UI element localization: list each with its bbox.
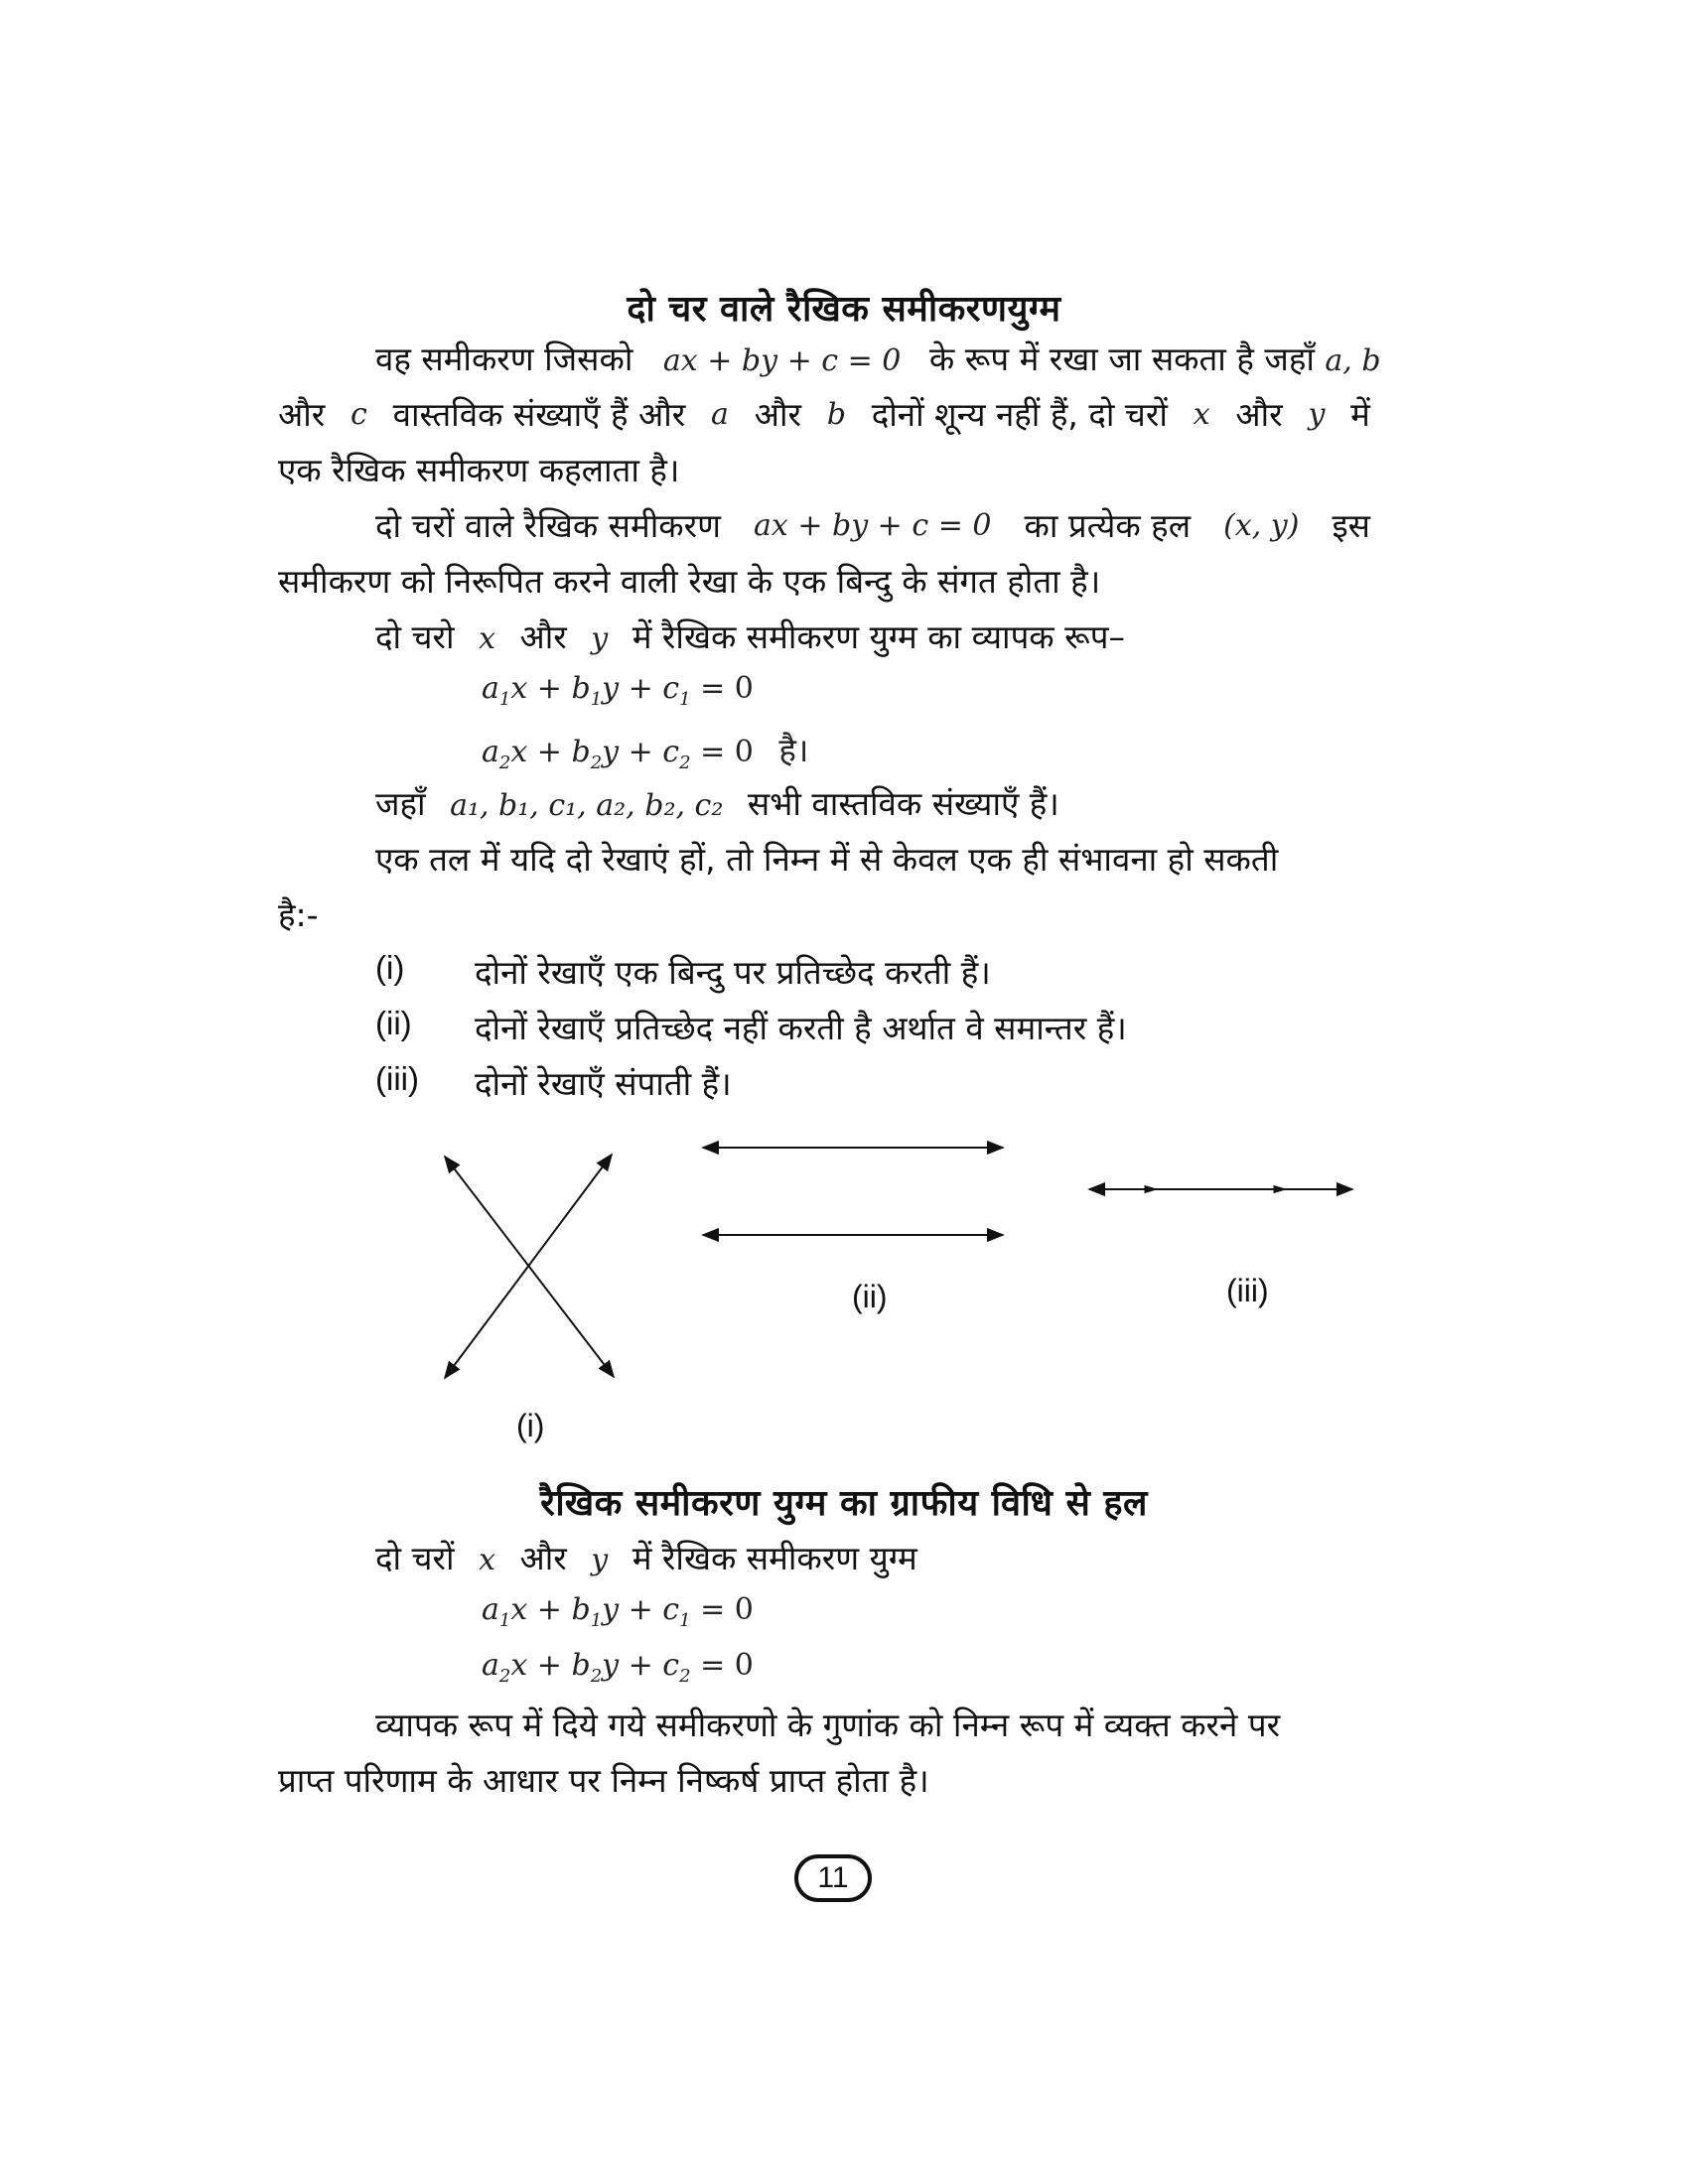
eq-subscript: 2 — [498, 1666, 511, 1687]
eq-term: y + c — [602, 671, 680, 706]
eq-subscript: 1 — [498, 689, 511, 710]
text: वास्तविक संख्याएँ हैं और — [392, 395, 686, 434]
eq-subscript: 1 — [590, 689, 603, 710]
eq-term: = 0 — [690, 671, 754, 706]
math-ab: a, b — [1325, 343, 1381, 378]
eq-term: = 0 — [690, 1648, 754, 1683]
text: दो चरों वाले रैखिक समीकरण — [375, 506, 721, 545]
list-text: दोनों रेखाएँ संपाती हैं। — [475, 1064, 732, 1103]
para1-line3: एक रैखिक समीकरण कहलाता है। — [278, 451, 680, 489]
text: में रैखिक समीकरण युग्म — [632, 1539, 917, 1577]
math-y: y — [1308, 397, 1326, 432]
text: का प्रत्येक हल — [1024, 506, 1192, 545]
eq-subscript: 1 — [679, 1610, 691, 1631]
text: वह समीकरण जिसको — [375, 340, 633, 378]
eq-term: y + c — [602, 1648, 680, 1683]
math-coefficients: a₁, b₁, c₁, a₂, b₂, c₂ — [450, 788, 724, 823]
text: सभी वास्तविक संख्याएँ हैं। — [747, 784, 1059, 823]
page-number: 11 — [794, 1854, 872, 1902]
math-a: a — [711, 397, 729, 432]
list-text: दोनों रेखाएँ एक बिन्दु पर प्रतिच्छेद करती हैं। — [475, 953, 991, 992]
section2-para1-line1 — [375, 1537, 917, 1582]
eq-term: a — [482, 671, 499, 706]
eq-term: = 0 — [690, 735, 754, 769]
eq-term: y + c — [602, 735, 680, 769]
text: और — [519, 617, 567, 656]
list-text: दोनों रेखाएँ प्रतिच्छेद नहीं करती है अर्थात वे समान्तर हैं। — [475, 1009, 1127, 1047]
eq-term: x + b — [510, 671, 591, 706]
math-y: y — [591, 621, 609, 656]
para5-line1: एक तल में यदि दो रेखाएं हों, तो निम्न में से केवल एक ही संभावना हो सकती — [375, 840, 1279, 879]
eq-term: x + b — [510, 1648, 591, 1683]
eq-subscript: 2 — [679, 752, 691, 773]
math-x: x — [1193, 397, 1210, 432]
eq-term: = 0 — [690, 1592, 754, 1627]
text: और — [519, 1539, 567, 1577]
math-y: y — [591, 1543, 609, 1577]
eq-term: x + b — [510, 735, 591, 769]
math-xy-pair: (x, y) — [1223, 508, 1300, 543]
text: इस — [1332, 506, 1370, 545]
text: और — [278, 395, 326, 434]
para5-line2: है:- — [278, 895, 319, 934]
text: में रैखिक समीकरण युग्म का व्यापक रूप– — [632, 617, 1126, 656]
equation-3 — [482, 1592, 754, 1631]
text: दो चरो — [375, 617, 455, 656]
eq-term: a — [482, 735, 499, 769]
math-x: x — [479, 1543, 495, 1577]
math-c: c — [351, 397, 367, 432]
eq-subscript: 2 — [590, 1666, 603, 1687]
eq-subscript: 1 — [679, 689, 691, 710]
eq-term: x + b — [510, 1592, 591, 1627]
figure-label-i: (i) — [516, 1408, 545, 1443]
text: और — [1235, 395, 1283, 434]
eq-suffix: है। — [778, 731, 809, 769]
eq-term: a — [482, 1648, 499, 1683]
eq-term: y + c — [602, 1592, 680, 1627]
list-number: (i) — [375, 949, 405, 986]
text: जहाँ — [375, 784, 426, 823]
math-general-equation: ax + by + c = 0 — [753, 508, 992, 543]
text: में — [1350, 395, 1370, 434]
text: के रूप में रखा जा सकता है जहाँ — [928, 340, 1315, 378]
figure-parallel-lines — [703, 1148, 1003, 1235]
figure-label-ii: (ii) — [852, 1279, 888, 1314]
section-title-graphical-method: रैखिक समीकरण युग्म का ग्राफीय विधि से हल — [540, 1483, 1148, 1524]
figure-label-iii: (iii) — [1226, 1273, 1269, 1308]
math-general-equation: ax + by + c = 0 — [662, 343, 902, 378]
section-title-linear-equations: दो चर वाले रैखिक समीकरणयुग्म — [627, 289, 1061, 330]
eq-subscript: 1 — [590, 1610, 603, 1631]
section2-para2-line1: व्यापक रूप में दिये गये समीकरणो के गुणांक को निम्न रूप में व्यक्त करने पर — [375, 1706, 1281, 1744]
list-number: (iii) — [375, 1060, 419, 1097]
para2-line2: समीकरण को निरूपित करने वाली रेखा के एक बिन्दु के संगत होता है। — [278, 562, 1101, 601]
text: दो चरों — [375, 1539, 455, 1577]
section2-para2-line2: प्राप्त परिणाम के आधार पर निम्न निष्कर्ष प्राप्त होता है। — [278, 1761, 929, 1800]
text: दोनों शून्य नहीं हैं, दो चरों — [871, 395, 1168, 434]
text: और — [754, 395, 801, 434]
eq-subscript: 1 — [498, 1610, 511, 1631]
equation-4 — [482, 1648, 754, 1687]
math-x: x — [479, 621, 495, 656]
list-number: (ii) — [375, 1005, 412, 1041]
figure-intersecting-lines — [445, 1155, 614, 1378]
eq-subscript: 2 — [590, 752, 603, 773]
math-b: b — [826, 397, 846, 432]
eq-subscript: 2 — [498, 752, 511, 773]
eq-term: a — [482, 1592, 499, 1627]
eq-subscript: 2 — [679, 1666, 691, 1687]
